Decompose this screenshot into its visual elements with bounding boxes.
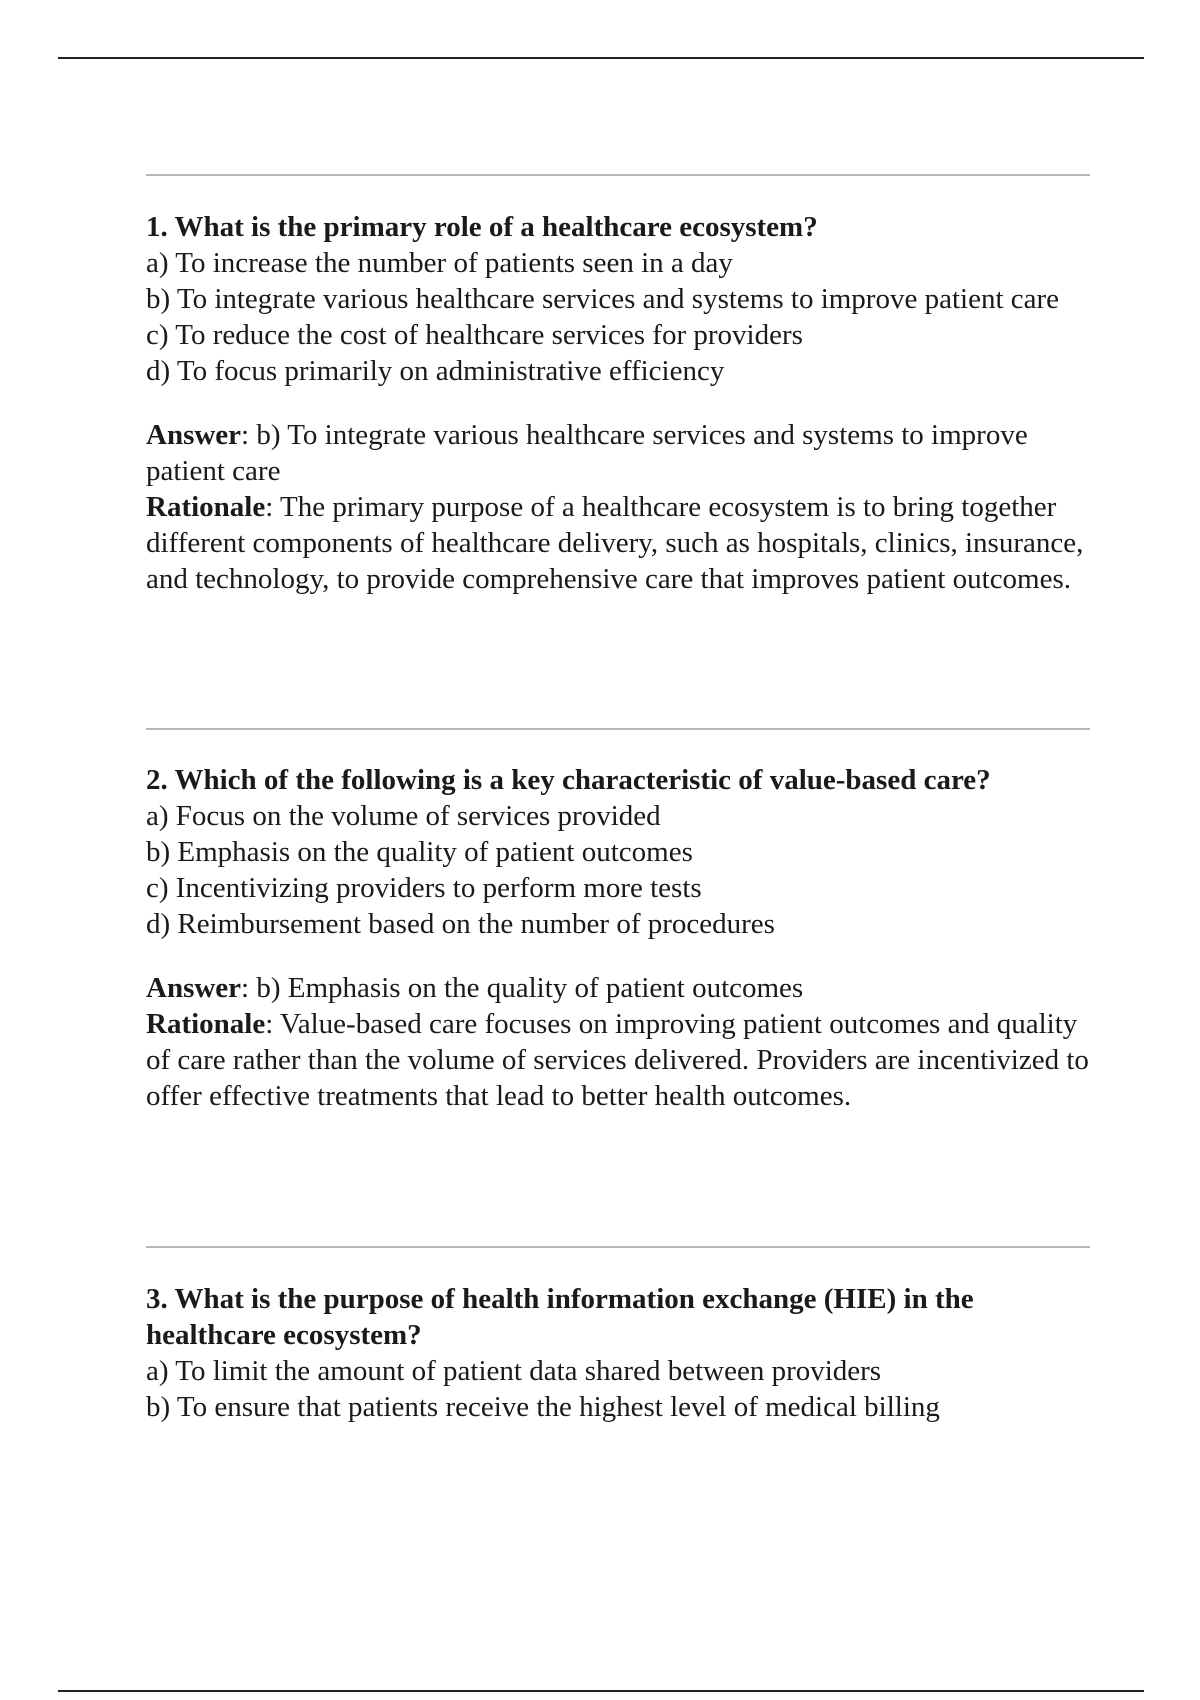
question-2-option-c: c) Incentivizing providers to perform more tests (146, 872, 702, 904)
question-1-options (146, 245, 1090, 389)
question-2-options (146, 798, 1090, 942)
question-2-option-a: a) Focus on the volume of services provided (146, 800, 661, 832)
question-separator (146, 174, 1090, 176)
question-1-option-d: d) To focus primarily on administrative efficiency (146, 355, 725, 387)
question-1 (146, 209, 1090, 597)
question-2-rationale (146, 1006, 1090, 1114)
question-2-text: 2. Which of the following is a key characteristic of value-based care? (146, 764, 991, 796)
question-1-text: 1. What is the primary role of a healthcare ecosystem? (146, 211, 818, 243)
rationale-text: : The primary purpose of a healthcare ecosystem is to bring together different components of healthcare delivery, such as hospitals, clinics, insurance, and technology, to provide comprehensive care that improves patient outcomes. (146, 491, 1084, 595)
question-3 (146, 1281, 1090, 1425)
question-3-option-b: b) To ensure that patients receive the highest level of medical billing (146, 1391, 940, 1423)
answer-label: Answer (146, 972, 242, 1004)
question-3-option-a: a) To limit the amount of patient data shared between providers (146, 1355, 882, 1387)
answer-text: : b) To integrate various healthcare services and systems to improve patient care (146, 419, 1028, 487)
question-1-option-b: b) To integrate various healthcare services and systems to improve patient care (146, 283, 1060, 315)
question-1-rationale (146, 489, 1090, 597)
question-2-option-d: d) Reimbursement based on the number of procedures (146, 908, 775, 940)
question-separator (146, 728, 1090, 730)
question-1-answer-section (146, 417, 1090, 597)
question-3-text: 3. What is the purpose of health information exchange (HIE) in the healthcare ecosystem? (146, 1283, 974, 1351)
question-1-option-c: c) To reduce the cost of healthcare services for providers (146, 319, 803, 351)
rationale-label: Rationale (146, 1008, 266, 1040)
answer-text: : b) Emphasis on the quality of patient outcomes (241, 972, 804, 1004)
question-2-answer-section (146, 970, 1090, 1114)
question-3-options (146, 1353, 1090, 1425)
rationale-text: : Value-based care focuses on improving patient outcomes and quality of care rather than the volume of services delivered. Providers are incentivized to offer effective treatments that lead to better health outcomes. (146, 1008, 1089, 1112)
question-2-answer (146, 970, 1090, 1006)
question-1-option-a: a) To increase the number of patients seen in a day (146, 247, 733, 279)
rationale-label: Rationale (146, 491, 266, 523)
page-bottom-rule (58, 1690, 1144, 1692)
question-1-answer (146, 417, 1090, 489)
question-2-option-b: b) Emphasis on the quality of patient outcomes (146, 836, 693, 868)
question-separator (146, 1246, 1090, 1248)
answer-label: Answer (146, 419, 242, 451)
page-top-rule (58, 57, 1144, 59)
question-2 (146, 762, 1090, 1114)
